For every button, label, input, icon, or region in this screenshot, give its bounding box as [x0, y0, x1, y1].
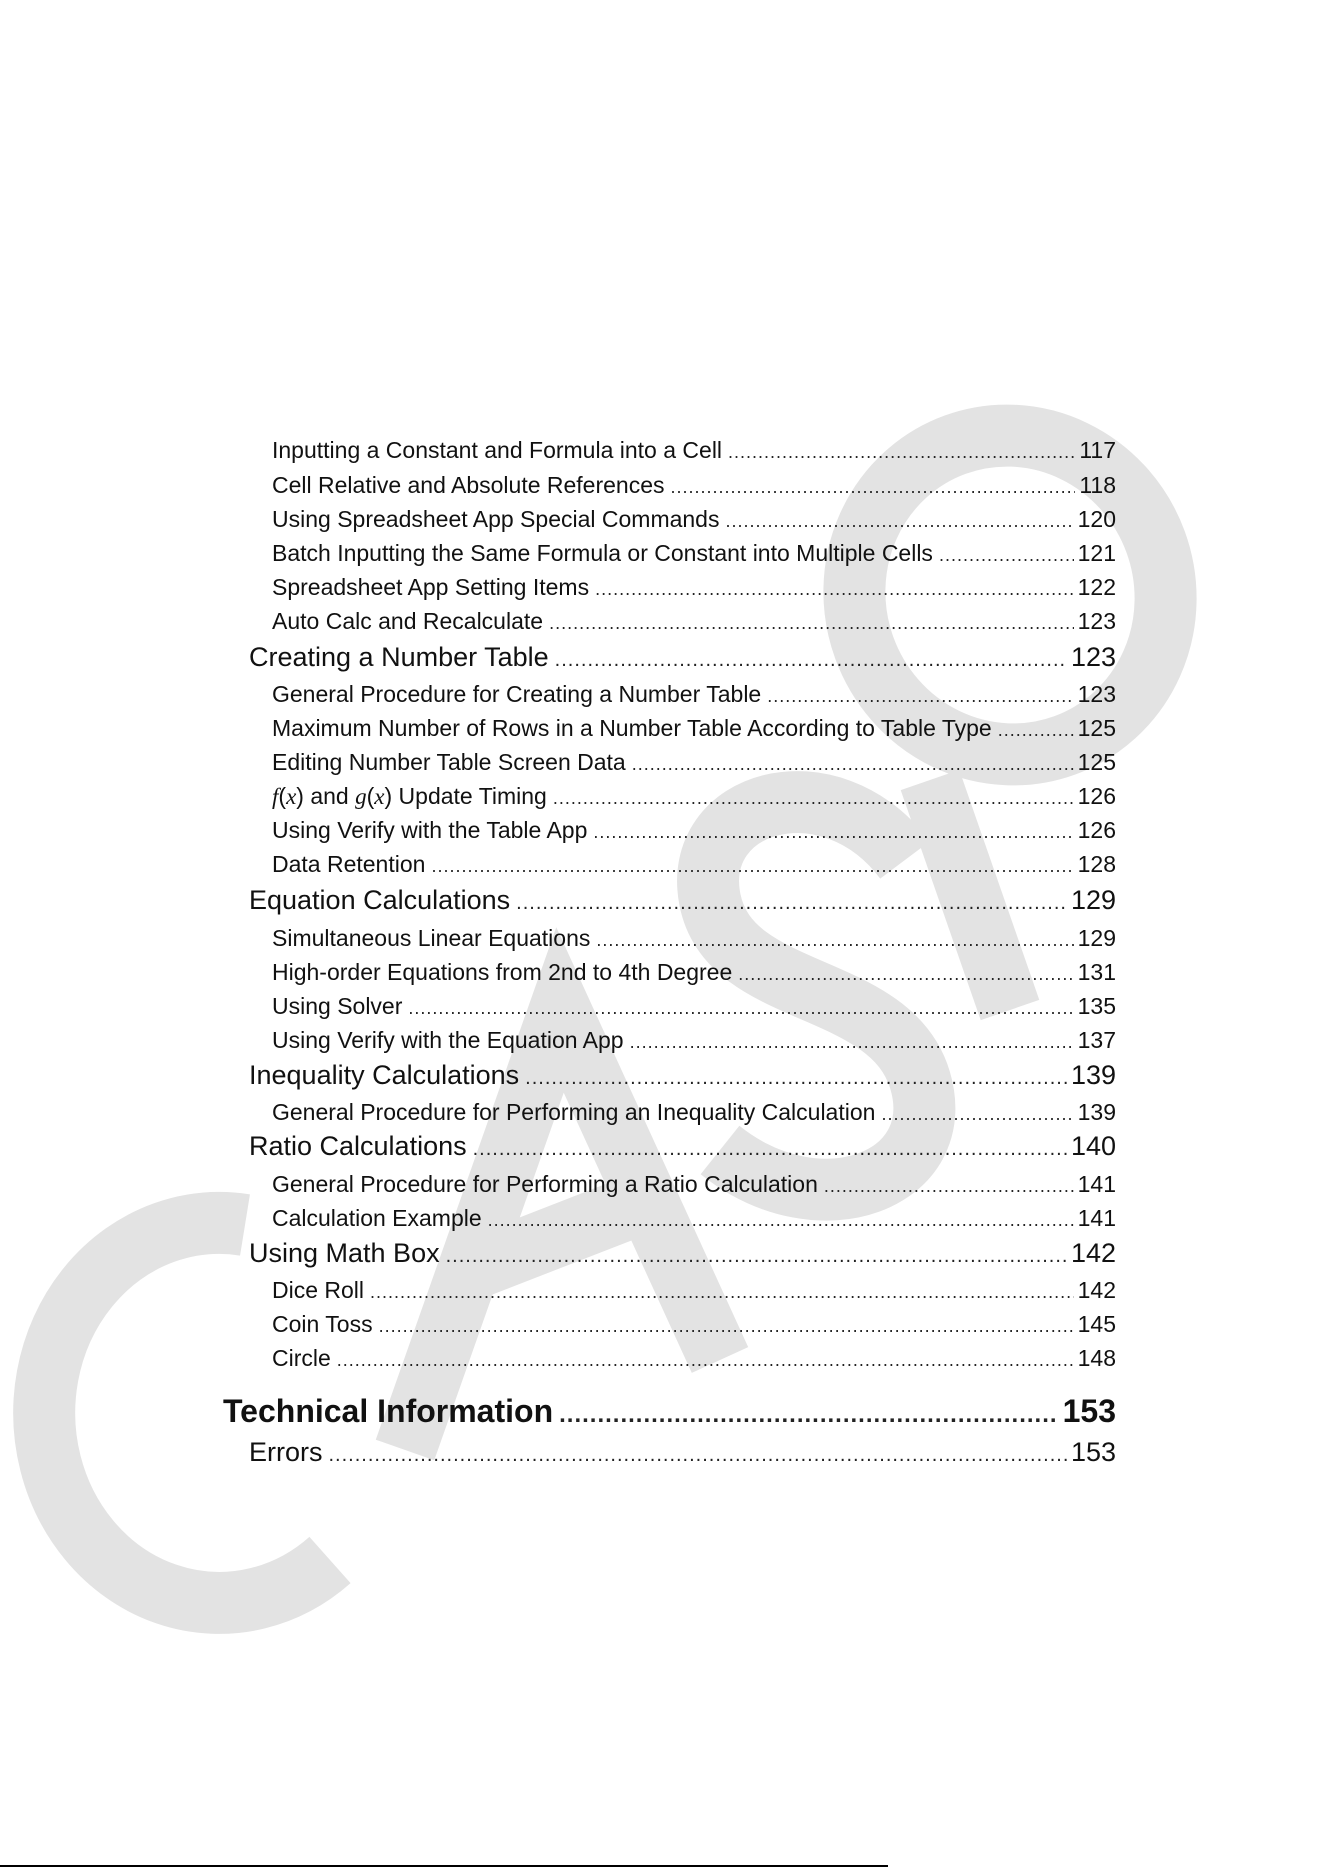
toc-entry-label: Batch Inputting the Same Formula or Constant into Multiple Cells	[272, 540, 933, 566]
toc-entry[interactable]	[272, 925, 1116, 952]
toc-entry[interactable]	[272, 749, 1116, 776]
toc-entry-page: 117	[1079, 437, 1116, 463]
toc-entry-label: Coin Toss	[272, 1311, 373, 1337]
toc-entry-page: 141	[1077, 1205, 1116, 1231]
function-f: f	[272, 784, 279, 809]
toc-entry-page: 129	[1077, 925, 1116, 951]
toc-entry-label: f(x) and g(x) Update Timing	[272, 783, 547, 809]
toc-leader-dots	[431, 856, 1073, 877]
toc-entry-label: Spreadsheet App Setting Items	[272, 574, 590, 600]
toc-entry[interactable]	[272, 715, 1116, 742]
toc-leader-dots	[408, 998, 1073, 1019]
toc-entry-label: Calculation Example	[272, 1205, 482, 1231]
toc-leader-dots	[525, 1067, 1067, 1090]
toc-entry[interactable]	[272, 1099, 1116, 1126]
toc-leader-dots	[553, 788, 1074, 809]
toc-leader-dots	[329, 1444, 1067, 1467]
toc-entry-page: 125	[1077, 715, 1116, 741]
toc-entry-label: Cell Relative and Absolute References	[272, 472, 665, 498]
toc-entry-page: 121	[1077, 540, 1116, 566]
toc-entry-label: Errors	[249, 1437, 323, 1467]
toc-entry[interactable]	[272, 959, 1116, 986]
toc-section-entry[interactable]	[249, 642, 1116, 673]
toc-leader-dots	[595, 579, 1074, 600]
toc-entry-label: Ratio Calculations	[249, 1131, 467, 1161]
toc-entry-label: Maximum Number of Rows in a Number Table According to Table Type	[272, 715, 992, 741]
toc-entry[interactable]	[272, 540, 1116, 567]
toc-entry-label: Using Spreadsheet App Special Commands	[272, 506, 720, 532]
toc-entry-page: 120	[1077, 506, 1116, 532]
toc-entry-page: 141	[1077, 1171, 1116, 1197]
toc-entry[interactable]	[272, 574, 1116, 601]
toc-entry-page: 153	[1062, 1393, 1116, 1429]
toc-leader-dots	[738, 964, 1073, 985]
toc-leader-dots	[728, 442, 1075, 463]
toc-leader-dots	[593, 822, 1073, 843]
toc-entry-page: 135	[1077, 993, 1116, 1019]
toc-entry-label: Data Retention	[272, 851, 426, 877]
toc-leader-dots	[559, 1401, 1059, 1429]
toc-entry-page: 123	[1070, 642, 1116, 672]
toc-entry[interactable]	[272, 1027, 1116, 1054]
toc-leader-dots	[473, 1138, 1067, 1161]
toc-entry-page: 145	[1077, 1311, 1116, 1337]
toc-leader-dots	[516, 892, 1067, 915]
toc-entry-page: 142	[1070, 1238, 1116, 1268]
toc-entry-page: 123	[1077, 681, 1116, 707]
toc-entry[interactable]	[272, 608, 1116, 635]
toc-leader-dots	[632, 754, 1074, 775]
toc-entry-page: 153	[1070, 1437, 1116, 1467]
toc-leader-dots	[379, 1316, 1074, 1337]
toc-entry[interactable]	[272, 1345, 1116, 1372]
toc-entry-label: Creating a Number Table	[249, 642, 549, 672]
toc-entry-label: General Procedure for Performing an Inequality Calculation	[272, 1099, 876, 1125]
toc-leader-dots	[767, 686, 1073, 707]
toc-leader-dots	[998, 720, 1074, 741]
toc-entry-page: 122	[1077, 574, 1116, 600]
toc-leader-dots	[488, 1210, 1074, 1231]
toc-entry-page: 123	[1077, 608, 1116, 634]
toc-entry-label: General Procedure for Performing a Ratio Calculation	[272, 1171, 818, 1197]
toc-entry[interactable]	[272, 472, 1116, 499]
toc-entry[interactable]	[272, 437, 1116, 464]
toc-entry[interactable]	[272, 993, 1116, 1020]
toc-entry[interactable]	[272, 1205, 1116, 1232]
toc-leader-dots	[337, 1350, 1074, 1371]
toc-entry[interactable]	[272, 851, 1116, 878]
function-g: g	[355, 784, 367, 809]
toc-entry-label: General Procedure for Creating a Number Table	[272, 681, 762, 707]
toc-entry[interactable]	[272, 1311, 1116, 1338]
toc-section-entry[interactable]	[249, 885, 1116, 916]
toc-entry-page: 137	[1077, 1027, 1116, 1053]
toc-leader-dots	[596, 930, 1073, 951]
toc-leader-dots	[725, 511, 1073, 532]
toc-leader-dots	[630, 1032, 1074, 1053]
toc-entry-page: 125	[1077, 749, 1116, 775]
toc-entry-page: 139	[1077, 1099, 1116, 1125]
toc-entry-label: Auto Calc and Recalculate	[272, 608, 544, 634]
toc-entry-page: 148	[1077, 1345, 1116, 1371]
toc-leader-dots	[555, 649, 1067, 672]
toc-leader-dots	[939, 545, 1074, 566]
toc-leader-dots	[824, 1176, 1074, 1197]
toc-section-entry[interactable]	[249, 1437, 1116, 1468]
toc-entry-page: 126	[1077, 783, 1116, 809]
toc-entry[interactable]	[272, 681, 1116, 708]
toc-leader-dots	[881, 1104, 1073, 1125]
toc-entry-label: Technical Information	[223, 1393, 554, 1429]
toc-leader-dots	[446, 1245, 1067, 1268]
toc-entry-label: Inputting a Constant and Formula into a Cell	[272, 437, 723, 463]
toc-section-entry[interactable]	[249, 1238, 1116, 1269]
toc-entry[interactable]	[272, 783, 1116, 810]
toc-entry-page: 131	[1077, 959, 1116, 985]
toc-entry-page: 129	[1070, 885, 1116, 915]
toc-section-entry[interactable]	[249, 1131, 1116, 1162]
toc-entry[interactable]	[272, 1277, 1116, 1304]
toc-entry[interactable]	[272, 506, 1116, 533]
toc-entry-label: Using Solver	[272, 993, 403, 1019]
toc-entry-label: Using Verify with the Table App	[272, 817, 588, 843]
toc-leader-dots	[671, 477, 1076, 498]
toc-leader-dots	[549, 613, 1074, 634]
toc-section-entry[interactable]	[249, 1060, 1116, 1091]
toc-entry-label: Simultaneous Linear Equations	[272, 925, 591, 951]
toc-entry-page: 126	[1077, 817, 1116, 843]
toc-entry-page: 118	[1079, 472, 1116, 498]
toc-entry[interactable]	[272, 1171, 1116, 1198]
toc-entry-label: Using Math Box	[249, 1238, 440, 1268]
toc-entry-label: Inequality Calculations	[249, 1060, 520, 1090]
toc-chapter-entry[interactable]	[223, 1393, 1116, 1430]
toc-entry-page: 142	[1077, 1277, 1116, 1303]
toc-entry-page: 139	[1070, 1060, 1116, 1090]
variable-x: x	[286, 784, 297, 809]
toc-entry-label: Dice Roll	[272, 1277, 365, 1303]
variable-x: x	[374, 784, 385, 809]
toc-entry-label: Using Verify with the Equation App	[272, 1027, 624, 1053]
toc-entry-page: 128	[1077, 851, 1116, 877]
toc-entry-label: Equation Calculations	[249, 885, 511, 915]
toc-entry-page: 140	[1070, 1131, 1116, 1161]
toc-entry-label: High-order Equations from 2nd to 4th Degree	[272, 959, 733, 985]
toc-leader-dots	[370, 1282, 1074, 1303]
bottom-rule	[0, 1865, 888, 1867]
toc-entry[interactable]	[272, 817, 1116, 844]
toc-entry-label: Editing Number Table Screen Data	[272, 749, 626, 775]
toc-entry-label: Circle	[272, 1345, 331, 1371]
